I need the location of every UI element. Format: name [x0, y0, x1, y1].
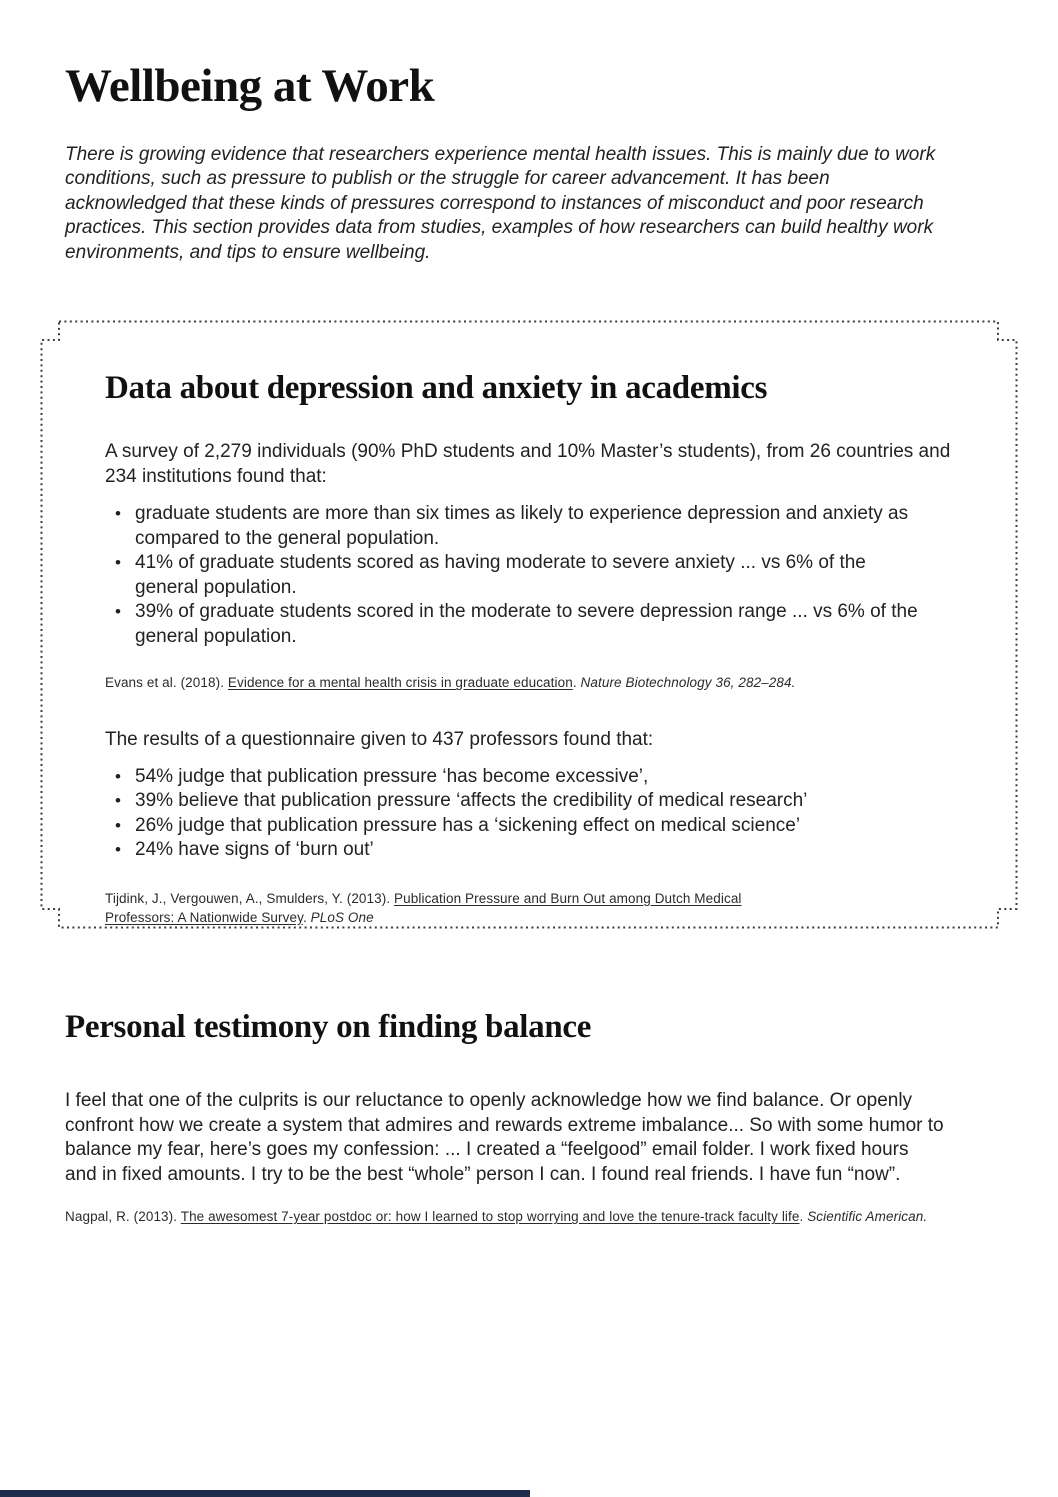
list-item: • 39% of graduate students scored in the moderate to severe depression range ... vs 6% of the general population. [135, 600, 925, 649]
citation-text: Tijdink, J., Vergouwen, A., Smulders, Y. (2013). [105, 890, 395, 906]
citation-separator: . [799, 1209, 808, 1225]
list-item: • 39% believe that publication pressure ‘affects the credibility of medical research’ [135, 789, 925, 814]
citation-link-evans[interactable]: Evidence for a mental health crisis in graduate education [227, 675, 573, 691]
citation-text: Nagpal, R. (2013). [65, 1209, 181, 1225]
list-item: • 54% judge that publication pressure ‘has become excessive’, [135, 765, 925, 790]
citation-separator: . [302, 909, 311, 925]
list-item: • 24% have signs of ‘burn out’ [135, 838, 925, 863]
section-heading-testimony: Personal testimony on finding balance [65, 1009, 592, 1046]
list-item: • graduate students are more than six times as likely to experience depression and anxiety as compared to the general population. [135, 502, 925, 551]
questionnaire-bullet-list [105, 765, 925, 863]
footer-bar [0, 1490, 530, 1497]
citation-source: PLoS One [310, 909, 374, 925]
citation-link-nagpal[interactable]: The awesomest 7-year postdoc or: how I learned to stop worrying and love the tenure-track faculty life [180, 1209, 800, 1225]
list-item: • 26% judge that publication pressure has a ‘sickening effect on medical science’ [135, 814, 925, 839]
citation-source: Scientific American. [807, 1209, 928, 1225]
data-box [40, 320, 1018, 949]
citation-link-tijdink[interactable]: Publication Pressure and Burn Out among Dutch Medical Professors: A Nationwide Survey [105, 890, 742, 925]
page-title: Wellbeing at Work [65, 60, 435, 112]
citation-source: Nature Biotechnology 36, 282–284. [580, 675, 796, 691]
citation-tijdink [105, 889, 800, 927]
survey-intro: A survey of 2,279 individuals (90% PhD students and 10% Master’s students), from 26 countries and 234 institutions found that: [105, 441, 951, 487]
testimony-paragraph: I feel that one of the culprits is our reluctance to openly acknowledge how we find balance. Or openly confront how we create a system that admires and rewards extreme imbalance... So with some humor to balance my fear, here’s goes my confession: ... I created a “feelgood” email folder. I work fixed hours and in fixed amounts. I try to be the best “whole” person I can. I found real friends. I have fun “now”. [65, 1090, 944, 1185]
survey-bullet-list [105, 502, 925, 649]
citation-nagpal [65, 1207, 993, 1226]
intro-paragraph: There is growing evidence that researchers experience mental health issues. This is mainly due to work conditions, such as pressure to publish or the struggle for career advancement. It has been acknowledged that these kinds of pressures correspond to instances of misconduct and poor research practices. This section provides data from studies, examples of how researchers can build healthy work environments, and tips to ensure wellbeing. [65, 143, 936, 263]
citation-evans [105, 673, 958, 692]
box-heading: Data about depression and anxiety in academics [105, 370, 768, 407]
list-item: • 41% of graduate students scored as having moderate to severe anxiety ... vs 6% of the general population. [135, 551, 925, 600]
citation-text: Evans et al. (2018). [105, 675, 228, 691]
citation-separator: . [572, 675, 581, 691]
questionnaire-intro: The results of a questionnaire given to 437 professors found that: [105, 729, 654, 751]
